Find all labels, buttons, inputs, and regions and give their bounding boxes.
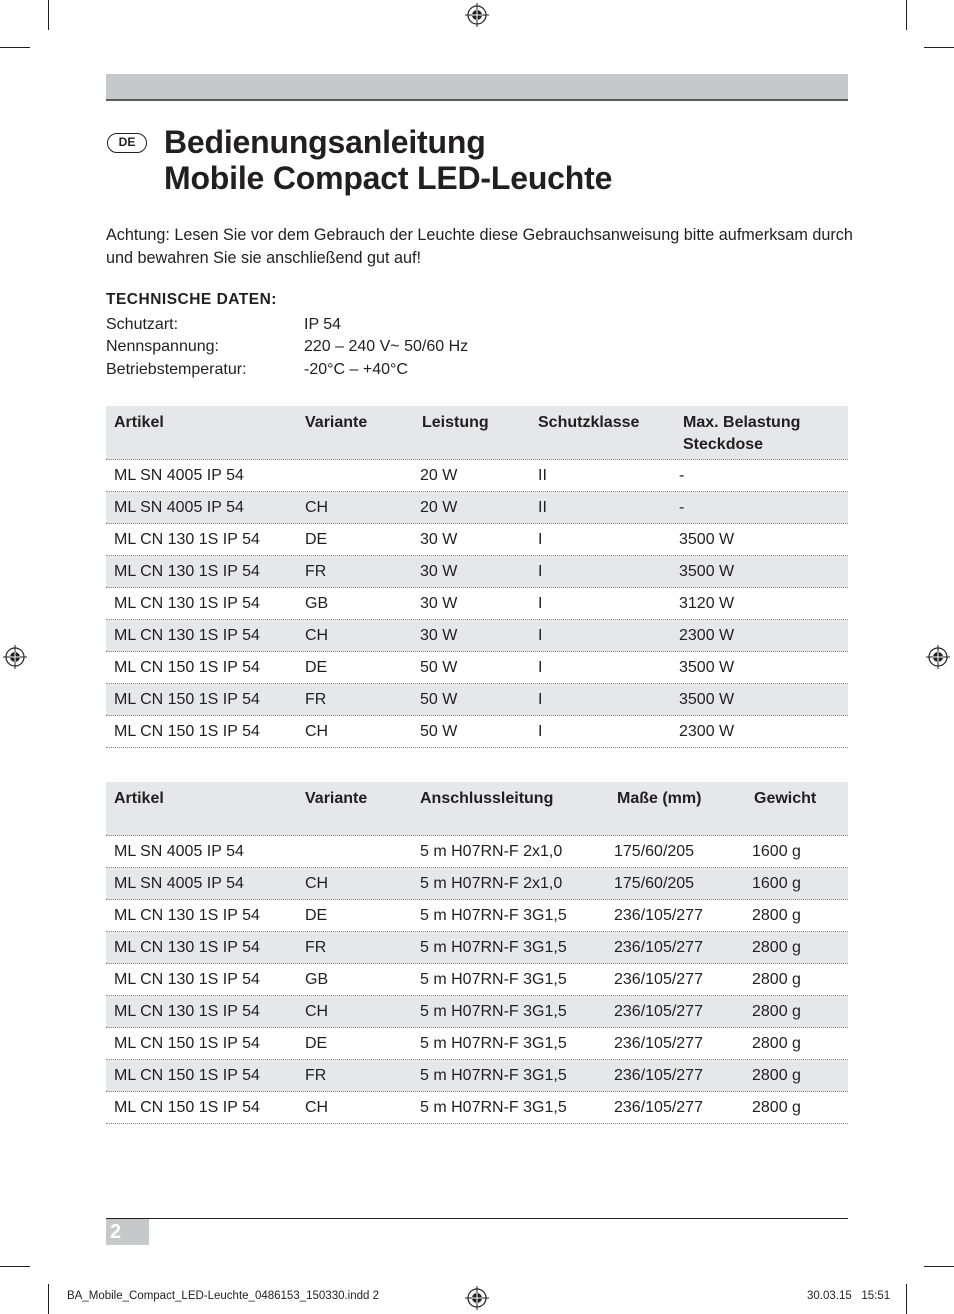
table-row [106, 836, 848, 868]
table-cell: 20 W [420, 499, 458, 516]
specs-table-power [106, 406, 848, 748]
table-cell: II [538, 499, 547, 516]
table-cell: 2300 W [679, 627, 735, 644]
table-cell: ML CN 150 1S IP 54 [114, 723, 260, 740]
table-cell: DE [305, 1035, 328, 1052]
table-row [106, 996, 848, 1028]
table-header [106, 406, 848, 460]
table-cell: ML CN 130 1S IP 54 [114, 563, 260, 580]
table-cell: I [538, 595, 543, 612]
crop-mark [906, 0, 907, 30]
column-header: Artikel [114, 790, 164, 807]
table-cell: 236/105/277 [614, 939, 703, 956]
table-cell: CH [305, 1099, 329, 1116]
crop-mark [48, 0, 49, 30]
table-cell: I [538, 627, 543, 644]
table-cell: ML CN 150 1S IP 54 [114, 1035, 260, 1052]
table-cell: 50 W [420, 659, 458, 676]
table-cell: ML CN 130 1S IP 54 [114, 627, 260, 644]
table-row [106, 556, 848, 588]
table-cell: 236/105/277 [614, 1035, 703, 1052]
table-row [106, 900, 848, 932]
page-title [164, 124, 612, 196]
table-cell: 3500 W [679, 659, 735, 676]
table-cell: CH [305, 499, 329, 516]
crop-mark [924, 1266, 954, 1267]
table-row [106, 460, 848, 492]
table-cell: ML SN 4005 IP 54 [114, 843, 244, 860]
table-cell: CH [305, 627, 329, 644]
table-cell: CH [305, 875, 329, 892]
table-body [106, 836, 848, 1124]
column-header: Artikel [114, 414, 164, 431]
table-cell: 5 m H07RN-F 2x1,0 [420, 875, 563, 892]
table-cell: ML SN 4005 IP 54 [114, 499, 244, 516]
table-cell: CH [305, 723, 329, 740]
table-row [106, 588, 848, 620]
table-cell: 236/105/277 [614, 1003, 703, 1020]
table-cell: ML SN 4005 IP 54 [114, 875, 244, 892]
table-cell: ML CN 130 1S IP 54 [114, 531, 260, 548]
table-cell: 3120 W [679, 595, 735, 612]
table-header [106, 782, 848, 836]
table-cell: 30 W [420, 595, 458, 612]
table-cell: 2800 g [752, 1035, 801, 1052]
table-cell: 5 m H07RN-F 3G1,5 [420, 939, 567, 956]
table-cell: DE [305, 659, 328, 676]
table-cell: 2800 g [752, 939, 801, 956]
column-header: Gewicht [754, 790, 817, 807]
table-row [106, 1060, 848, 1092]
tech-label: Schutzart: [106, 316, 179, 333]
table-cell: 5 m H07RN-F 3G1,5 [420, 971, 567, 988]
table-cell: I [538, 691, 543, 708]
table-row [106, 524, 848, 556]
crop-mark [906, 1284, 907, 1314]
technical-data-heading: TECHNISCHE DATEN: [106, 291, 277, 308]
registration-mark-icon [3, 645, 27, 669]
table-row [106, 868, 848, 900]
table-cell: FR [305, 939, 327, 956]
tech-value: IP 54 [304, 316, 342, 333]
table-cell: 2800 g [752, 1099, 801, 1116]
table-row [106, 652, 848, 684]
table-row [106, 932, 848, 964]
table-body [106, 460, 848, 748]
registration-mark-icon [465, 1286, 489, 1310]
table-cell: 30 W [420, 563, 458, 580]
column-header: Variante [305, 790, 368, 807]
table-cell: 3500 W [679, 691, 735, 708]
specs-table-dimensions [106, 782, 848, 1124]
tech-label: Nennspannung: [106, 338, 219, 355]
table-cell: ML CN 150 1S IP 54 [114, 1099, 260, 1116]
table-cell: I [538, 723, 543, 740]
tech-label: Betriebstemperatur: [106, 361, 247, 378]
table-cell: DE [305, 531, 328, 548]
table-cell: 2800 g [752, 1067, 801, 1084]
table-cell: I [538, 563, 543, 580]
print-slug-filename: BA_Mobile_Compact_LED-Leuchte_0486153_150330.indd 2 [67, 1290, 380, 1302]
column-header: Maße (mm) [617, 790, 702, 807]
column-header: Leistung [422, 414, 489, 431]
table-cell: DE [305, 907, 328, 924]
table-cell: 20 W [420, 467, 458, 484]
crop-mark [0, 47, 30, 48]
registration-mark-icon [465, 3, 489, 27]
language-badge: DE [107, 133, 147, 153]
column-header: Anschlussleitung [420, 790, 554, 807]
table-row [106, 620, 848, 652]
table-cell: 5 m H07RN-F 3G1,5 [420, 1067, 567, 1084]
table-cell: ML CN 150 1S IP 54 [114, 691, 260, 708]
table-cell: ML CN 150 1S IP 54 [114, 1067, 260, 1084]
table-row [106, 684, 848, 716]
table-cell: ML CN 130 1S IP 54 [114, 595, 260, 612]
tech-value: -20°C – +40°C [304, 361, 408, 378]
table-cell: 3500 W [679, 531, 735, 548]
crop-mark [48, 1284, 49, 1314]
table-cell: 5 m H07RN-F 3G1,5 [420, 1099, 567, 1116]
crop-mark [924, 47, 954, 48]
table-cell: 1600 g [752, 843, 801, 860]
column-header: Variante [305, 414, 368, 431]
table-cell: - [679, 467, 685, 484]
crop-mark [0, 1266, 30, 1267]
title-line-1: Bedienungsanleitung [164, 124, 486, 160]
table-cell: 2800 g [752, 907, 801, 924]
table-cell: - [679, 499, 685, 516]
table-cell: 5 m H07RN-F 3G1,5 [420, 907, 567, 924]
table-cell: ML CN 150 1S IP 54 [114, 659, 260, 676]
table-cell: 236/105/277 [614, 1099, 703, 1116]
table-cell: 2300 W [679, 723, 735, 740]
table-cell: 5 m H07RN-F 3G1,5 [420, 1003, 567, 1020]
table-row [106, 1028, 848, 1060]
table-cell: 50 W [420, 691, 458, 708]
registration-mark-icon [926, 645, 950, 669]
table-row [106, 1092, 848, 1124]
tech-value: 220 – 240 V~ 50/60 Hz [304, 338, 469, 355]
page-number: 2 [106, 1219, 149, 1245]
table-cell: ML CN 130 1S IP 54 [114, 939, 260, 956]
table-cell: GB [305, 595, 329, 612]
footer-rule [106, 1218, 848, 1219]
table-cell: 3500 W [679, 563, 735, 580]
table-cell: 175/60/205 [614, 843, 695, 860]
table-cell: ML CN 130 1S IP 54 [114, 971, 260, 988]
table-cell: I [538, 531, 543, 548]
table-cell: FR [305, 563, 327, 580]
table-cell: 1600 g [752, 875, 801, 892]
table-cell: ML SN 4005 IP 54 [114, 467, 244, 484]
table-row [106, 716, 848, 748]
table-cell: 236/105/277 [614, 1067, 703, 1084]
table-cell: FR [305, 691, 327, 708]
table-row [106, 964, 848, 996]
column-header: Schutzklasse [538, 414, 640, 431]
table-cell: I [538, 659, 543, 676]
table-cell: 30 W [420, 531, 458, 548]
table-cell: II [538, 467, 547, 484]
table-cell: 2800 g [752, 1003, 801, 1020]
table-cell: 236/105/277 [614, 907, 703, 924]
table-cell: 236/105/277 [614, 971, 703, 988]
intro-warning-text: Achtung: Lesen Sie vor dem Gebrauch der Leuchte diese Gebrauchsanweisung bitte aufmerksam durch und bewahren Sie sie anschließend gut auf! [106, 226, 853, 267]
table-cell: 5 m H07RN-F 3G1,5 [420, 1035, 567, 1052]
table-cell: CH [305, 1003, 329, 1020]
table-cell: 5 m H07RN-F 2x1,0 [420, 843, 563, 860]
table-cell: 2800 g [752, 971, 801, 988]
table-cell: GB [305, 971, 329, 988]
header-bar [106, 74, 848, 101]
title-line-2: Mobile Compact LED-Leuchte [164, 160, 613, 196]
table-cell: 30 W [420, 627, 458, 644]
column-header: Max. Belastung Steckdose [683, 414, 801, 453]
print-slug-datetime: 30.03.15 15:51 [807, 1290, 891, 1302]
table-cell: ML CN 130 1S IP 54 [114, 907, 260, 924]
table-row [106, 492, 848, 524]
table-cell: 50 W [420, 723, 458, 740]
table-cell: FR [305, 1067, 327, 1084]
table-cell: ML CN 130 1S IP 54 [114, 1003, 260, 1020]
table-cell: 175/60/205 [614, 875, 695, 892]
